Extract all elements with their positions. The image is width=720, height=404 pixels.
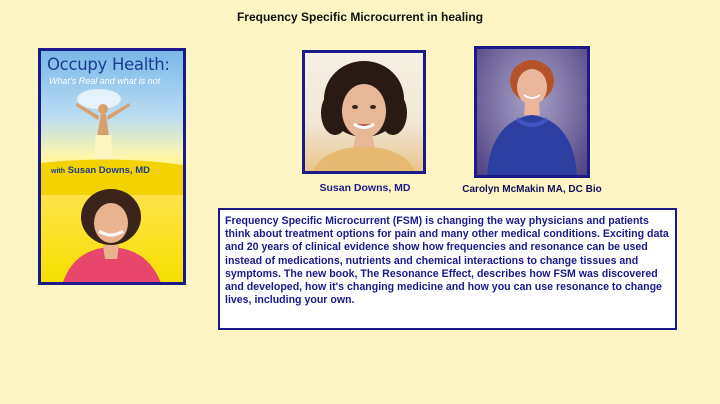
author-portrait-illustration bbox=[41, 179, 183, 285]
book-cover-author: Susan Downs, MD bbox=[67, 165, 150, 176]
description-box bbox=[218, 208, 677, 330]
susan-downs-photo bbox=[302, 50, 426, 174]
carolyn-portrait-illustration bbox=[477, 49, 587, 175]
book-cover-subtitle: What's Real and what is not bbox=[49, 76, 161, 86]
page-title: Frequency Specific Microcurrent in healing bbox=[236, 10, 484, 24]
book-cover-title: Occupy Health: bbox=[47, 55, 170, 74]
carolyn-mcmakin-photo bbox=[474, 46, 590, 178]
susan-downs-caption: Susan Downs, MD bbox=[319, 182, 411, 194]
book-cover-author-line bbox=[51, 165, 150, 176]
carolyn-mcmakin-caption: Carolyn McMakin MA, DC Bio bbox=[462, 184, 602, 195]
book-cover-with-prefix: with bbox=[51, 168, 65, 175]
description-text: Frequency Specific Microcurrent (FSM) is changing the way physicians and patients think about treatment options for pain and many other medical conditions. Exciting data and 20 years of clinical evidence show how frequencies and resonance can be used instead of medications, nutrients and chemical interactions to change tissues and symptoms. The new book, The Resonance Effect, describes how FSM was discovered and developed, how it's changing medicine and how you can use resonance to change lives, including your own. bbox=[225, 215, 669, 307]
book-cover-image bbox=[38, 48, 186, 285]
susan-portrait-illustration bbox=[305, 53, 423, 171]
